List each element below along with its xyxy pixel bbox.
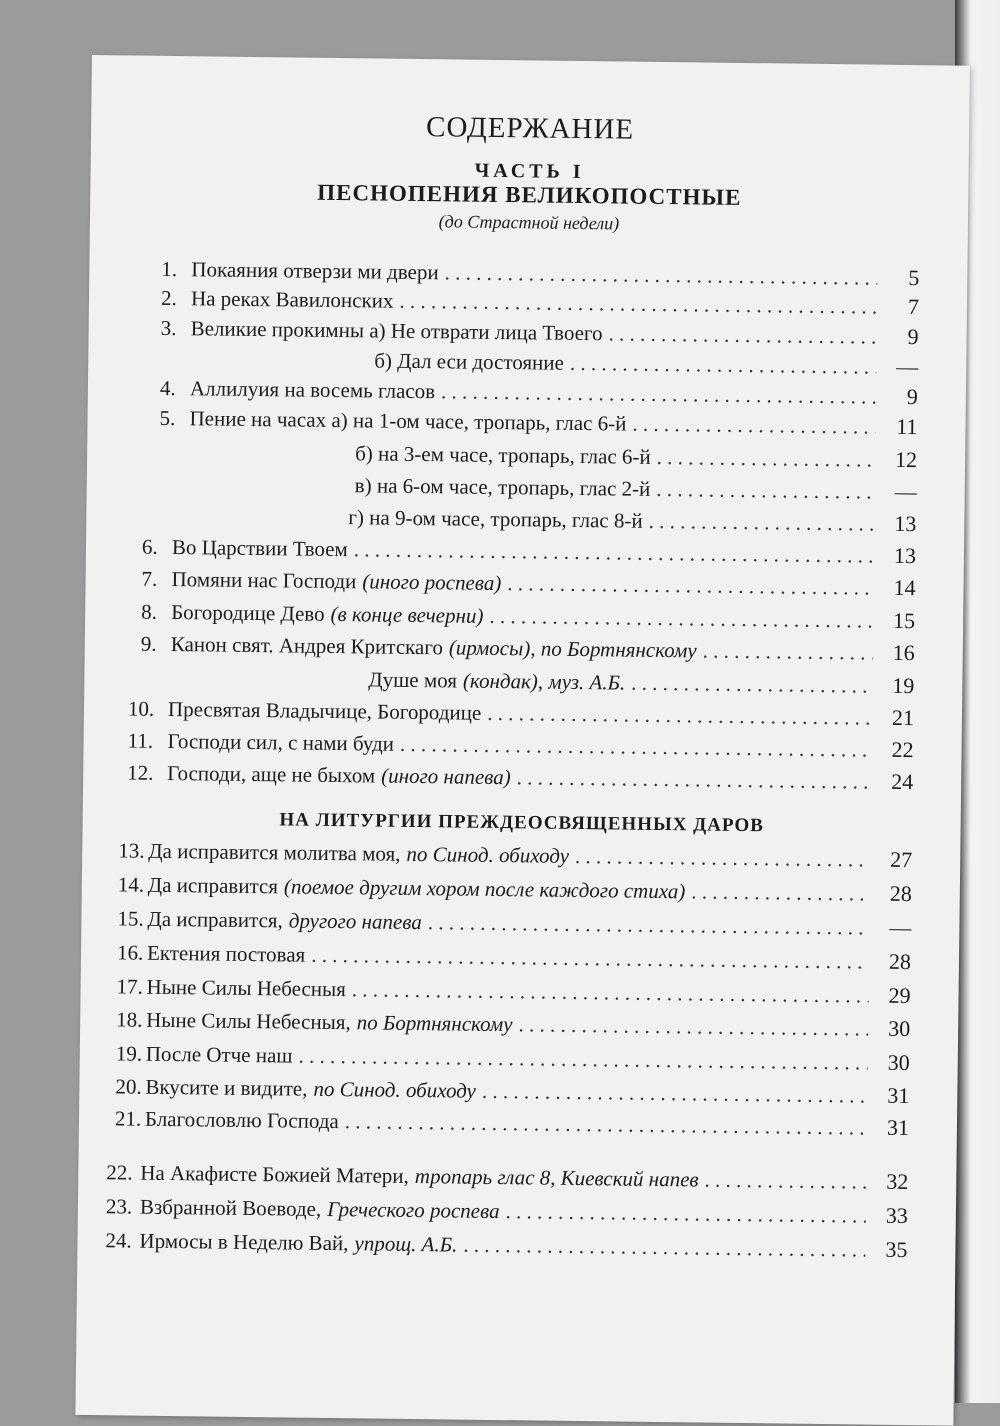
toc-entry-page: — (896, 353, 919, 380)
toc-entry-title: Да исправится, (147, 906, 283, 933)
toc-entry-number (158, 522, 348, 524)
part-note: (до Страстной недели) (438, 211, 620, 234)
toc-entry-page: 15 (893, 607, 916, 634)
toc-entry-page: 29 (888, 982, 911, 1009)
toc-entry-number (140, 684, 368, 687)
toc-leader-dots (631, 671, 872, 699)
toc-entry-number: 6. (141, 534, 158, 559)
toc-entry-number: 12. (127, 760, 154, 785)
toc-entry-number: 8. (141, 599, 158, 624)
toc-entry-page: 27 (890, 846, 913, 873)
toc-entry-page: 9 (907, 323, 919, 350)
toc-entry-page: 31 (886, 1114, 910, 1141)
toc-leader-dots (487, 701, 872, 731)
toc-entry-title: г) на 9-ом часе, тропарь, глас 8-й (348, 505, 643, 533)
part-heading: ЧАСТЬ I (474, 159, 585, 184)
toc-leader-dots (298, 1044, 867, 1076)
toc-entry-number: 13. (118, 838, 145, 863)
toc-entry-italic-note: по Синод. обиходу (313, 1076, 477, 1103)
toc-leader-dots (691, 879, 870, 906)
toc-entry-title: Да исправится молитва моя, (148, 838, 401, 866)
toc-entry-page: 11 (896, 413, 918, 440)
toc-entry-page: 32 (886, 1168, 909, 1195)
toc-entry-number: 2. (160, 285, 177, 311)
toc-entry-number: 14. (117, 872, 145, 897)
toc-entry-title: б) Дал еси достояние (374, 348, 565, 375)
page-title: СОДЕРЖАНИЕ (425, 111, 635, 146)
toc-entry-italic-note: по Синод. обиходу (406, 841, 570, 868)
toc-entry-italic-note: упрощ. А.Б. (354, 1231, 458, 1257)
toc-leader-dots (656, 477, 875, 505)
toc-entry-page: — (894, 478, 917, 505)
toc-entry (105, 1227, 907, 1267)
toc-entry-italic-note: (иного роспева) (362, 569, 502, 596)
toc-leader-dots (505, 1199, 866, 1228)
toc-leader-dots (657, 445, 876, 473)
book-page (75, 55, 970, 1426)
toc-leader-dots (575, 844, 871, 873)
toc-entry-page: 14 (893, 574, 916, 601)
toc-leader-dots (354, 537, 874, 568)
toc-entry-title: Ныне Силы Небесныя, (146, 1007, 351, 1035)
toc-leader-dots (441, 379, 876, 409)
toc-leader-dots (632, 412, 875, 440)
toc-leader-dots (428, 910, 870, 940)
toc-leader-dots (608, 321, 876, 349)
toc-entry-number: 15. (117, 906, 144, 931)
toc-entry-title: Покаяния отверзи ми двери (191, 257, 439, 285)
toc-entry-page: 12 (894, 446, 918, 473)
toc-entry-number: 24. (105, 1228, 132, 1253)
toc-entry (116, 1006, 910, 1046)
toc-entry-title: б) на 3-ем часе, тропарь, глас 6-й (355, 441, 651, 469)
toc-entry-italic-note: (кондак), муз. А.Б. (462, 668, 626, 695)
toc-entry-title: Ныне Силы Небесныя (146, 974, 346, 1002)
toc-entry-number (159, 458, 355, 460)
toc-entry-number: 18. (116, 1007, 143, 1032)
toc-leader-dots (517, 765, 872, 794)
toc-entry-title: Ирмосы в Неделю Вай, (139, 1228, 349, 1256)
toc-leader-dots (400, 732, 872, 763)
toc-entry-page: 35 (885, 1236, 908, 1263)
toc-entry-title: Вкусите и видите, (145, 1074, 308, 1101)
toc-leader-dots (703, 639, 873, 666)
toc-entry (118, 871, 912, 911)
toc-entry-number: 1. (161, 256, 178, 282)
toc-entry-number: 21. (114, 1106, 142, 1131)
toc-entry-number: 11. (127, 728, 154, 753)
toc-entry-number: 22. (106, 1160, 133, 1185)
toc-entry-page: 30 (887, 1049, 910, 1076)
toc-leader-dots (570, 351, 877, 380)
toc-leader-dots (311, 943, 869, 975)
toc-entry-title: Великие прокимны а) Не отврати лица Твоего (190, 316, 603, 346)
section-heading-liturgy: НА ЛИТУРГИИ ПРЕЖДЕОСВЯЩЕННЫХ ДАРОВ (279, 809, 765, 837)
toc-entry-italic-note: (иного напева) (381, 763, 511, 790)
toc-entry-italic-note: другого напева (288, 908, 422, 935)
toc-entry-page: 30 (888, 1015, 911, 1042)
toc-entry-page: 16 (892, 639, 915, 666)
toc-entry-number: 5. (159, 405, 176, 431)
toc-entry (106, 1159, 908, 1199)
toc-entry-title: Во Царствии Твоем (171, 535, 348, 562)
toc-entry-number: 9. (140, 631, 157, 656)
toc-entry-number (160, 365, 374, 368)
toc-leader-dots (352, 977, 869, 1008)
toc-leader-dots (399, 289, 877, 320)
toc-leader-dots (518, 1012, 868, 1041)
toc-entry-page: 28 (889, 880, 912, 907)
toc-entry-number: 10. (127, 696, 155, 721)
toc-entry-number: 19. (115, 1041, 143, 1066)
toc-entry-title: Господи сил, с нами буди (167, 728, 395, 756)
toc-entry-page: 9 (906, 383, 919, 410)
toc-entry-title: Пение на часах а) на 1-ом часе, тропарь, глас 6-й (189, 406, 627, 436)
toc-entry-title: в) на 6-ом часе, тропарь, глас 2-й (354, 473, 651, 501)
toc-entry-title: Канон свят. Андрея Критскаго (170, 632, 444, 660)
toc-leader-dots (445, 260, 878, 290)
toc-entry-italic-note: Греческого роспева (327, 1196, 500, 1224)
toc-entry-number: 17. (116, 974, 144, 999)
toc-entry (117, 939, 911, 979)
toc-entry-page: 13 (893, 542, 917, 569)
toc-entry-number: 4. (159, 375, 176, 401)
toc-entry-number: 7. (141, 566, 158, 591)
toc-leader-dots (482, 1079, 868, 1109)
toc-entry-page: 7 (907, 293, 920, 320)
toc-leader-dots (345, 1109, 867, 1140)
toc-entry (118, 837, 912, 877)
toc-leader-dots (489, 604, 873, 634)
toc-entry-italic-note: (ирмосы), по Бортнянскому (448, 635, 697, 663)
toc-entry-title: Пресвятая Владычице, Богородице (167, 696, 482, 725)
toc-entry-number: 16. (116, 940, 144, 965)
toc-entry-page: — (889, 914, 912, 941)
toc-entry (106, 1193, 908, 1233)
toc-leader-dots (463, 1233, 865, 1263)
toc-leader-dots (507, 571, 874, 600)
toc-entry-title: Богородице Дево (171, 600, 325, 626)
toc-entry-number: 20. (115, 1074, 142, 1099)
toc-entry-page: 22 (891, 736, 914, 763)
toc-entry-title: Взбранной Воеводе, (139, 1194, 322, 1221)
toc-entry-title: Аллилуия на восемь гласов (189, 376, 436, 404)
toc-entry-title: Помяни нас Господи (171, 567, 357, 594)
toc-entry-title: Господи, аще не быхом (167, 760, 376, 788)
toc-entry-italic-note: (поемое другим хором после каждого стиха) (283, 874, 686, 904)
toc-entry-number: 23. (105, 1194, 133, 1219)
toc-entry-title: На реках Вавилонских (190, 286, 394, 313)
toc-entry-title: Душе моя (368, 667, 458, 693)
toc-leader-dots (649, 509, 875, 537)
toc-entry-number: 3. (160, 315, 177, 341)
toc-entry-page: 24 (891, 768, 914, 795)
toc-entry-page: 33 (885, 1202, 909, 1229)
toc-entry (117, 905, 911, 945)
toc-entry-page: 19 (892, 672, 915, 699)
toc-entry-page: 21 (891, 704, 915, 731)
toc-entry-title: После Отче наш (145, 1041, 293, 1068)
toc-entry-page: 31 (887, 1082, 910, 1109)
toc-entry-title: Благословлю Господа (144, 1106, 339, 1134)
toc-entry-title: На Акафисте Божией Матери, (140, 1160, 410, 1188)
toc-entry-page: 13 (894, 510, 917, 537)
toc-entry-title: Ектения постовая (146, 940, 306, 967)
part-subtitle: ПЕСНОПЕНИЯ ВЕЛИКОПОСТНЫЕ (317, 179, 742, 210)
toc-entry-number (159, 490, 355, 492)
toc-entry-title: Да исправится (147, 872, 279, 899)
toc-entry-page: 5 (908, 264, 920, 291)
toc-entry-italic-note: тропарь глас 8, Киевский напев (414, 1164, 699, 1192)
toc-entry-page: 28 (888, 948, 912, 975)
toc-entry-italic-note: по Бортнянскому (356, 1010, 513, 1037)
toc-entry-italic-note: (в конце вечерни) (330, 601, 484, 628)
toc-leader-dots (704, 1168, 866, 1195)
